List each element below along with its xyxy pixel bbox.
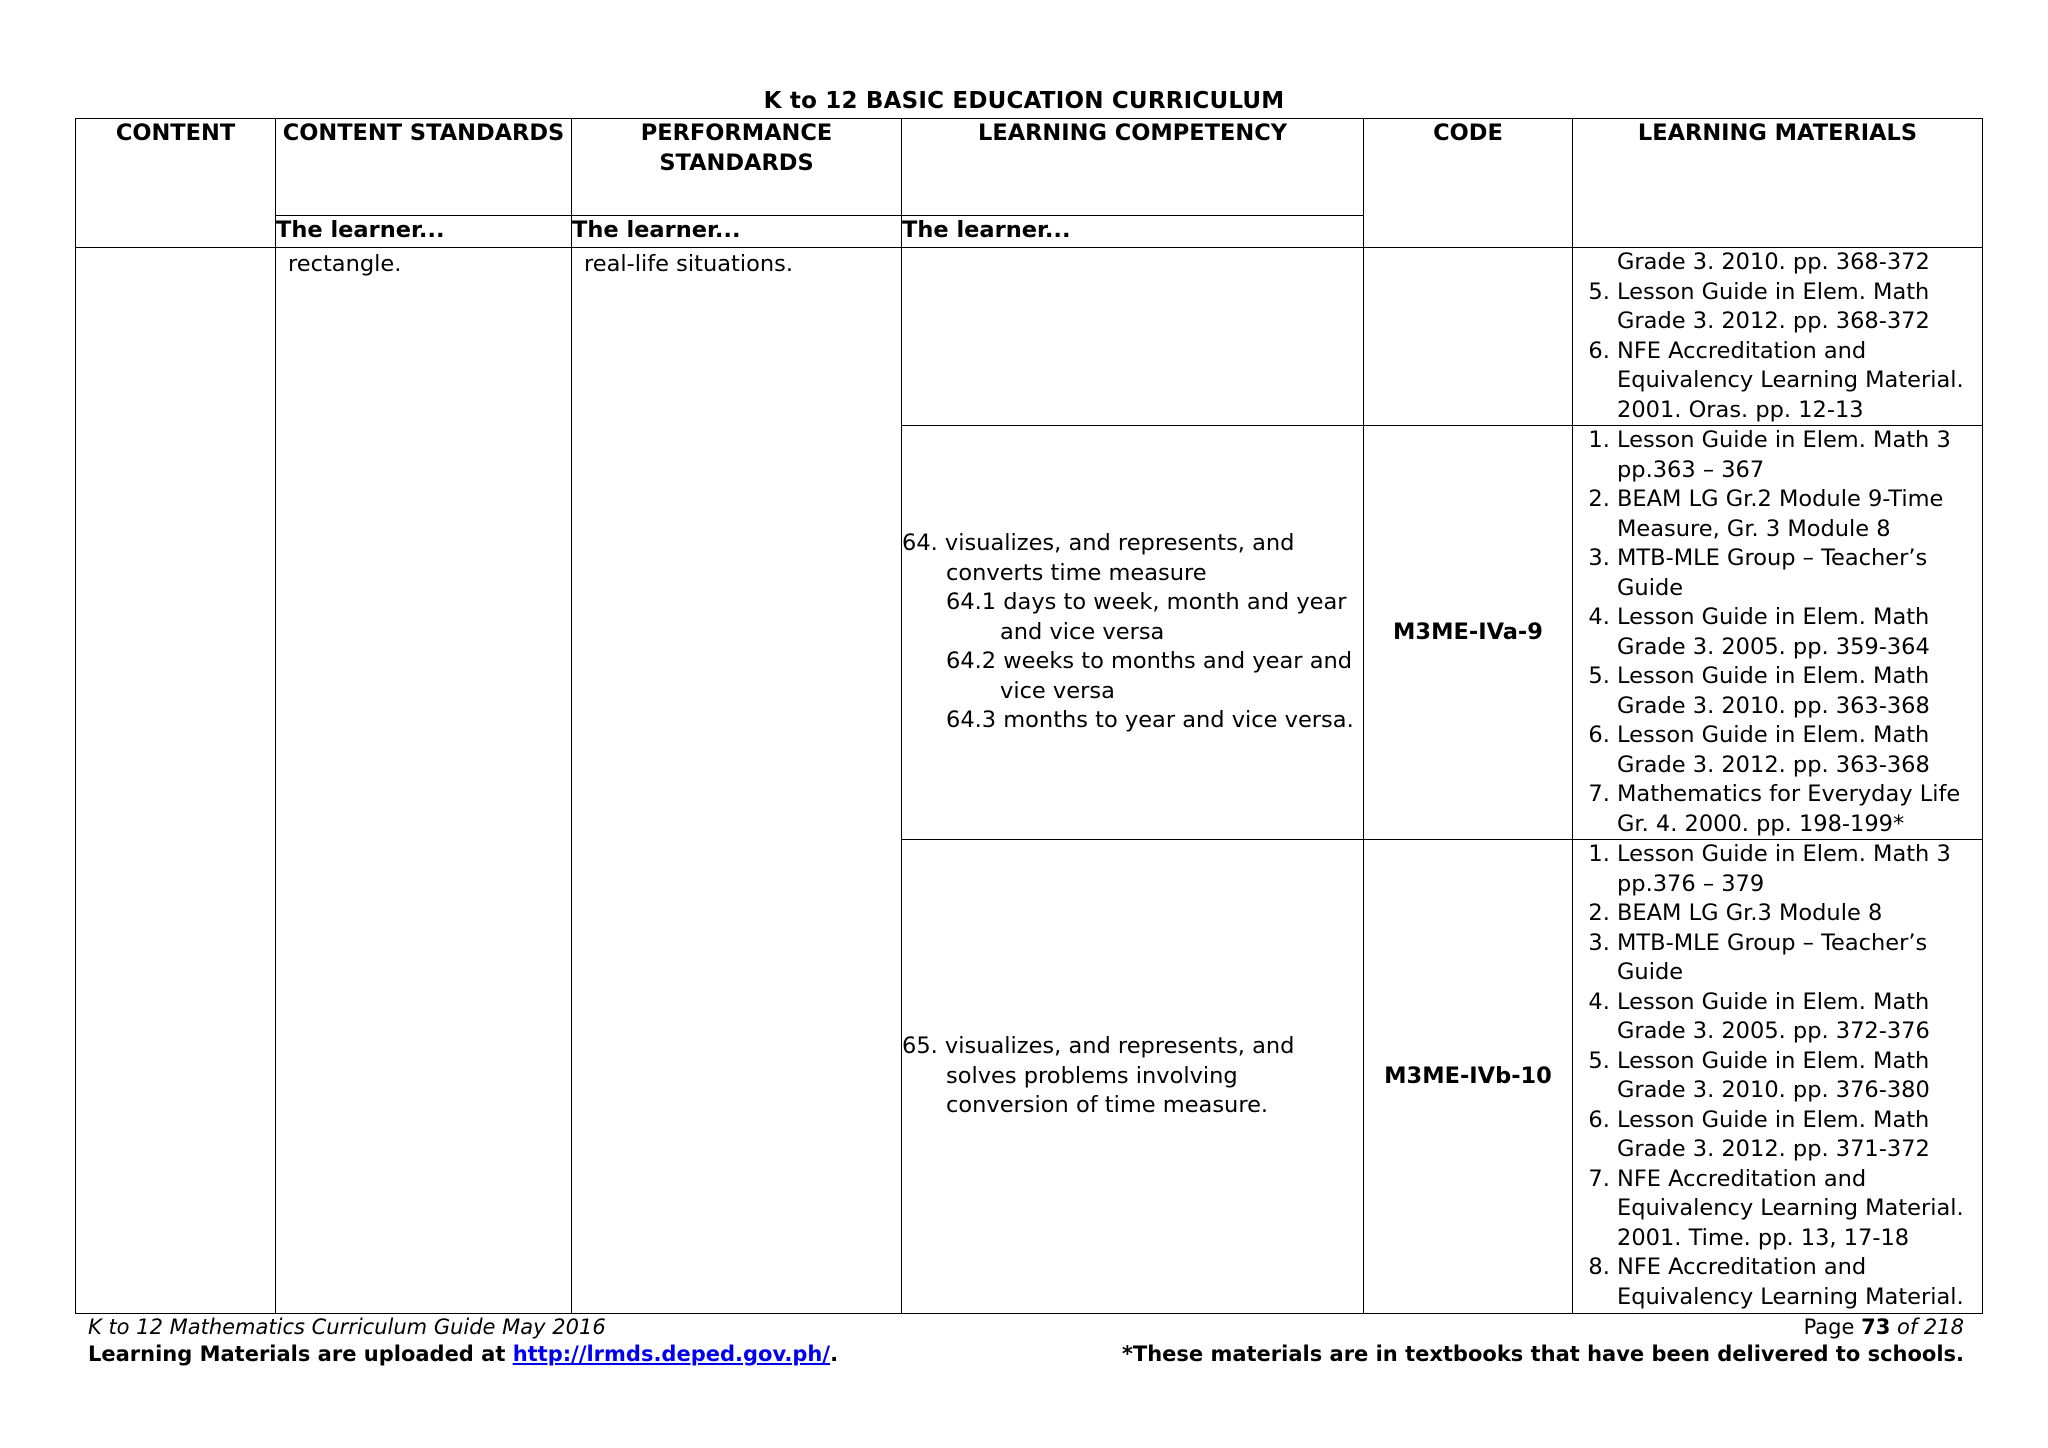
header-content-standards: CONTENT STANDARDS (276, 119, 572, 216)
list-item: 2. BEAM LG Gr.3 Module 8 (1617, 899, 1974, 929)
header-learning-competency: LEARNING COMPETENCY (902, 119, 1364, 216)
content-standards-cell (276, 248, 572, 1314)
competency-cell (902, 248, 1364, 426)
list-item: 6. Lesson Guide in Elem. Math Grade 3. 2012. pp. 371-372 (1617, 1106, 1974, 1165)
materials-list (1573, 840, 1982, 1312)
learner-label: The learner... (902, 216, 1364, 248)
learner-label: The learner... (572, 216, 902, 248)
content-standards-text: rectangle. (288, 251, 402, 277)
performance-standards-cell (572, 248, 902, 1314)
table-row (76, 248, 1983, 426)
list-item: 4. Lesson Guide in Elem. Math Grade 3. 2005. pp. 372-376 (1617, 988, 1974, 1047)
list-item: Grade 3. 2010. pp. 368-372 (1617, 249, 1930, 275)
materials-cell (1573, 426, 1983, 840)
guide-title: K to 12 Mathematics Curriculum Guide May 2016 (88, 1315, 606, 1339)
content-cell (76, 248, 276, 1314)
list-item: 6. Lesson Guide in Elem. Math Grade 3. 2012. pp. 363-368 (1617, 721, 1974, 780)
header-code: CODE (1364, 119, 1573, 248)
upload-prefix: Learning Materials are uploaded at (88, 1342, 513, 1366)
list-item: 5. Lesson Guide in Elem. Math Grade 3. 2010. pp. 376-380 (1617, 1047, 1974, 1106)
code-cell: M3ME-IVb-10 (1364, 840, 1573, 1314)
page-total: of 218 (1890, 1315, 1964, 1339)
list-item: 5. Lesson Guide in Elem. Math Grade 3. 2010. pp. 363-368 (1617, 662, 1974, 721)
list-item: 5. Lesson Guide in Elem. Math Grade 3. 2012. pp. 368-372 (1617, 278, 1974, 337)
list-item: 6. NFE Accreditation and Equivalency Learning Material. 2001. Oras. pp. 12-13 (1617, 337, 1974, 426)
materials-list (1573, 248, 1982, 278)
code-cell: M3ME-IVa-9 (1364, 426, 1573, 840)
competency-cell (902, 426, 1364, 840)
competency-text: 64. visualizes, and represents, and converts time measure (902, 530, 1295, 586)
materials-list (1573, 278, 1982, 426)
upload-note (88, 1341, 838, 1368)
performance-standards-text: real-life situations. (584, 251, 793, 277)
competency-subitem: 64.3 months to year and vice versa. (946, 707, 1354, 734)
header-content: CONTENT (76, 119, 276, 248)
competency-text: 65. visualizes, and represents, and solves problems involving conversion of time measure. (902, 1033, 1295, 1119)
learner-label: The learner... (276, 216, 572, 248)
materials-list (1573, 426, 1982, 839)
code-cell (1364, 248, 1573, 426)
page-number: 73 (1861, 1315, 1891, 1339)
list-item: 4. Lesson Guide in Elem. Math Grade 3. 2005. pp. 359-364 (1617, 603, 1974, 662)
header-performance-standards: PERFORMANCE STANDARDS (572, 119, 902, 216)
competency-subitem: 64.1 days to week, month and year and vice versa (946, 589, 1347, 645)
page-indicator (1122, 1314, 1964, 1341)
page-label: Page (1803, 1315, 1862, 1339)
competency-cell (902, 840, 1364, 1314)
document-title: K to 12 BASIC EDUCATION CURRICULUM (763, 88, 1285, 114)
upload-suffix: . (830, 1342, 839, 1366)
footer-right (1122, 1314, 1964, 1368)
list-item: 8. NFE Accreditation and Equivalency Learning Material. (1617, 1253, 1974, 1312)
materials-cell (1573, 840, 1983, 1314)
list-item: 3. MTB-MLE Group – Teacher’s Guide (1617, 544, 1974, 603)
footer-left (88, 1314, 838, 1368)
competency-subitem: 64.2 weeks to months and year and vice versa (946, 648, 1353, 704)
list-item: 3. MTB-MLE Group – Teacher’s Guide (1617, 929, 1974, 988)
lrmds-link[interactable]: http://lrmds.deped.gov.ph/ (512, 1342, 831, 1366)
list-item: 7. Mathematics for Everyday Life Gr. 4. 2000. pp. 198-199* (1617, 780, 1974, 839)
materials-cell (1573, 248, 1983, 426)
list-item: 2. BEAM LG Gr.2 Module 9-Time Measure, Gr. 3 Module 8 (1617, 485, 1974, 544)
header-row (76, 119, 1983, 216)
textbook-note: *These materials are in textbooks that have been delivered to schools. (1121, 1342, 1964, 1366)
header-learning-materials: LEARNING MATERIALS (1573, 119, 1983, 248)
list-item: 7. NFE Accreditation and Equivalency Learning Material. 2001. Time. pp. 13, 17-18 (1617, 1165, 1974, 1254)
curriculum-table (75, 118, 1983, 1314)
list-item: 1. Lesson Guide in Elem. Math 3 pp.363 – 367 (1617, 426, 1974, 485)
list-item: 1. Lesson Guide in Elem. Math 3 pp.376 – 379 (1617, 840, 1974, 899)
